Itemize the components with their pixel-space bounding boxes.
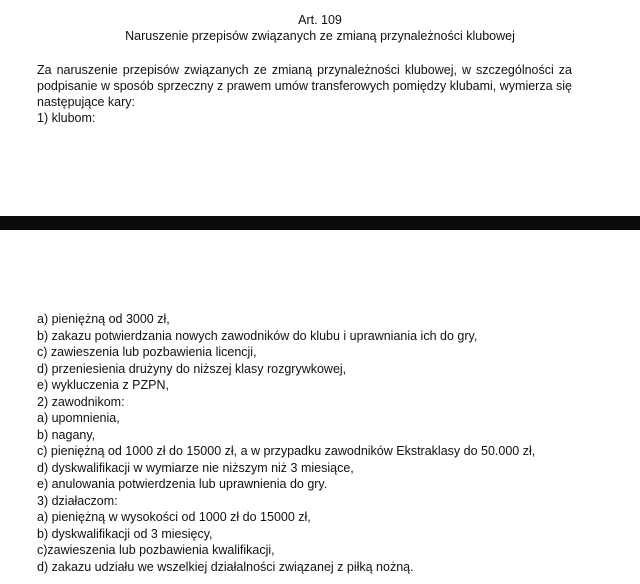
list-item: e) anulowania potwierdzenia lub uprawnienia do gry. [37,477,328,491]
list-item: c) pieniężną od 1000 zł do 15000 zł, a w przypadku zawodników Ekstraklasy do 50.000 zł, [37,444,536,458]
intro-line: podpisanie w sposób sprzeczny z prawem umów transferowych pomiędzy klubami, wymierza się [37,79,572,93]
page-divider [0,216,640,230]
list-item: a) upomnienia, [37,411,120,425]
list-item: a) pieniężną w wysokości od 1000 zł do 15000 zł, [37,510,311,524]
list-item: e) wykluczenia z PZPN, [37,378,169,392]
list-item: a) pieniężną od 3000 zł, [37,312,170,326]
list-item: d) zakazu udziału we wszelkiej działalności związanej z piłką nożną. [37,559,414,574]
list-item: 3) działaczom: [37,493,118,508]
list-item: b) dyskwalifikacji od 3 miesięcy, [37,526,213,541]
list-item: d) dyskwalifikacji w wymiarze nie niższym niż 3 miesiące, [37,460,354,475]
list-item: b) zakazu potwierdzania nowych zawodników do klubu i uprawniania ich do gry, [37,328,478,343]
intro-line: 1) klubom: [37,111,96,125]
article-header [0,12,640,44]
intro-paragraph [37,62,572,126]
list-item: b) nagany, [37,427,96,442]
list-item: d) przeniesienia drużyny do niższej klasy rozgrywkowej, [37,361,347,376]
list-item: c) zawieszenia lub pozbawienia licencji, [37,345,257,359]
list-item: c)zawieszenia lub pozbawienia kwalifikacji, [37,543,275,557]
penalty-list [37,311,607,575]
intro-line: Za naruszenie przepisów związanych ze zmianą przynależności klubowej, w szczególności za [37,63,572,77]
list-item: 2) zawodnikom: [37,394,125,409]
article-number: Art. 109 [298,13,342,27]
intro-line: następujące kary: [37,95,135,109]
article-title: Naruszenie przepisów związanych ze zmianą przynależności klubowej [125,29,515,43]
